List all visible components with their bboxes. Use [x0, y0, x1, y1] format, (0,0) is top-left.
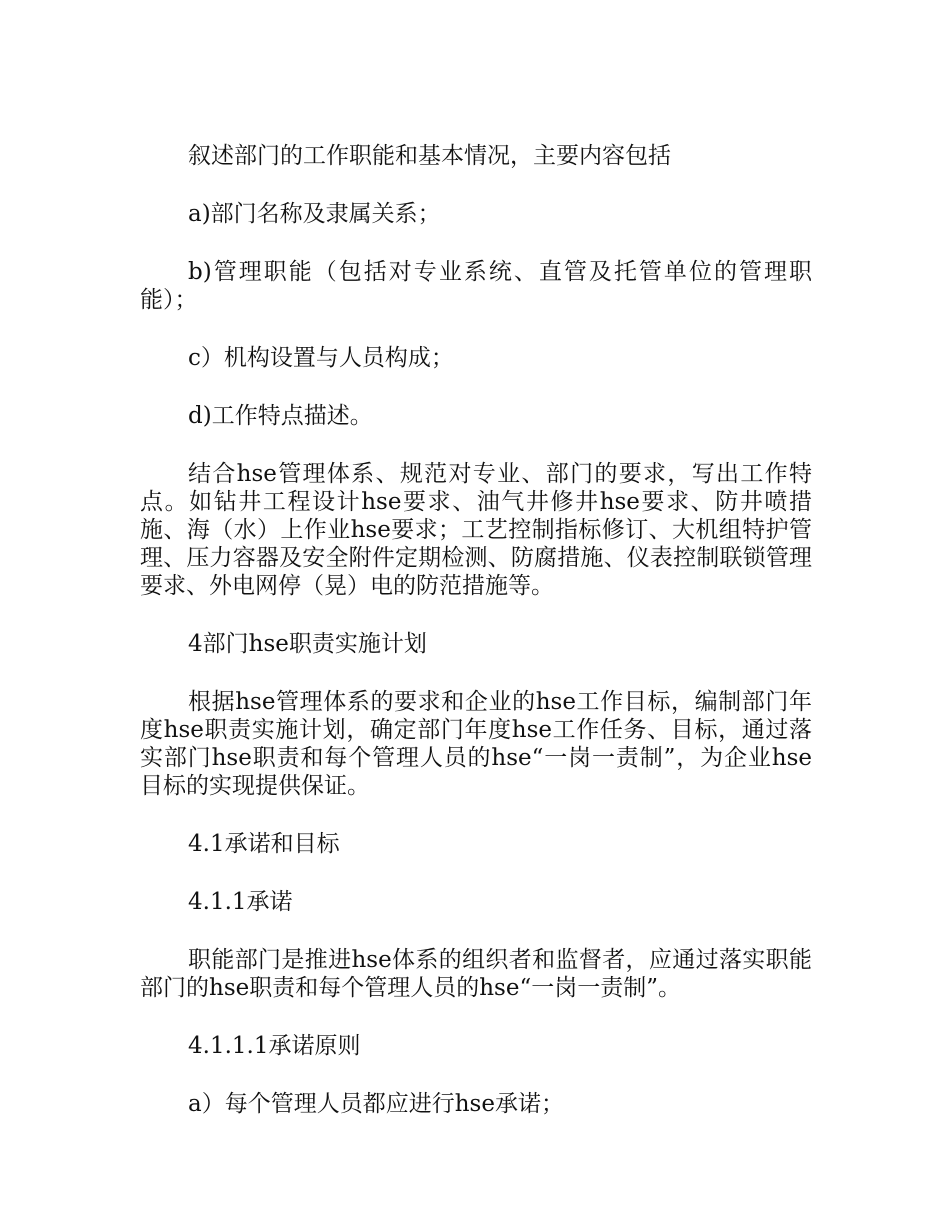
commitment-paragraph: 职能部门是推进hse体系的组织者和监督者，应通过落实职能部门的hse职责和每个管理人员的hse“一岗一责制”。	[140, 947, 812, 1001]
document-body	[140, 142, 812, 1148]
section-heading-4: 4部门hse职责实施计划	[188, 631, 427, 657]
principle-item-a: a）每个管理人员都应进行hse承诺；	[188, 1091, 564, 1117]
section-heading-4-1-1: 4.1.1承诺	[188, 889, 293, 915]
list-item-a: a)部门名称及隶属关系；	[188, 201, 441, 227]
section-heading-4-1-1-1: 4.1.1.1承诺原则	[188, 1033, 361, 1059]
list-item-d: d)工作特点描述。	[188, 403, 373, 429]
work-characteristics-paragraph: 结合hse管理体系、规范对专业、部门的要求，写出工作特点。如钻井工程设计hse要求、油气井修井hse要求、防井喷措施、海（水）上作业hse要求；工艺控制指标修订、大机组特护管理、压力容器及安全附件定期检测、防腐措施、仪表控制联锁管理要求、外电网停（晃）电的防范措施等。	[140, 461, 812, 599]
section-heading-4-1: 4.1承诺和目标	[188, 831, 340, 857]
list-item-b: b)管理职能（包括对专业系统、直管及托管单位的管理职能）；	[140, 259, 812, 313]
intro-paragraph: 叙述部门的工作职能和基本情况，主要内容包括	[188, 143, 671, 169]
plan-paragraph: 根据hse管理体系的要求和企业的hse工作目标，编制部门年度hse职责实施计划，确定部门年度hse工作任务、目标，通过落实部门hse职责和每个管理人员的hse“一岗一责制”，为企业hse目标的实现提供保证。	[140, 689, 812, 799]
list-item-c: c）机构设置与人员构成；	[188, 345, 454, 371]
